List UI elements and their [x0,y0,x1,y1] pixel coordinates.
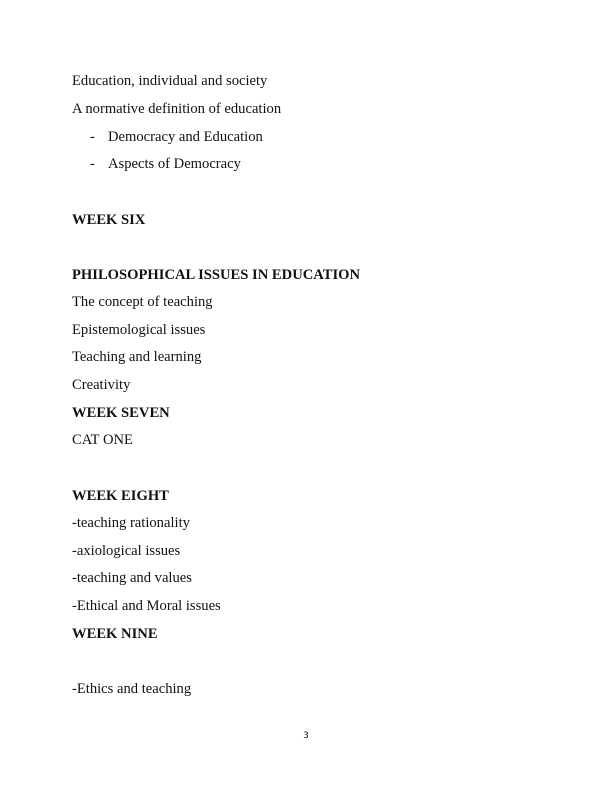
intro-line-education-society: Education, individual and society [72,73,268,89]
page-number: 3 [303,731,309,741]
list-item: -Ethical and Moral issues [72,598,221,614]
week-eight-heading: WEEK EIGHT [72,488,169,504]
list-item: -teaching rationality [72,515,190,531]
intro-line-normative-definition: A normative definition of education [72,101,282,117]
bullet-marker: - [90,129,95,145]
list-item: -axiological issues [72,543,181,559]
bullet-marker: - [90,156,95,172]
list-item: Creativity [72,377,131,393]
list-item: The concept of teaching [72,294,213,310]
week-six-heading: WEEK SIX [72,212,146,228]
philosophical-issues-heading: PHILOSOPHICAL ISSUES IN EDUCATION [72,267,361,283]
list-item: Teaching and learning [72,349,202,365]
bullet-item-democracy-education: Democracy and Education [108,129,263,145]
list-item: -Ethics and teaching [72,681,192,697]
list-item: Epistemological issues [72,322,206,338]
list-item: -teaching and values [72,570,192,586]
week-nine-heading: WEEK NINE [72,626,158,642]
week-seven-heading: WEEK SEVEN [72,405,170,421]
bullet-item-aspects-democracy: Aspects of Democracy [108,156,241,172]
list-item: CAT ONE [72,432,133,448]
